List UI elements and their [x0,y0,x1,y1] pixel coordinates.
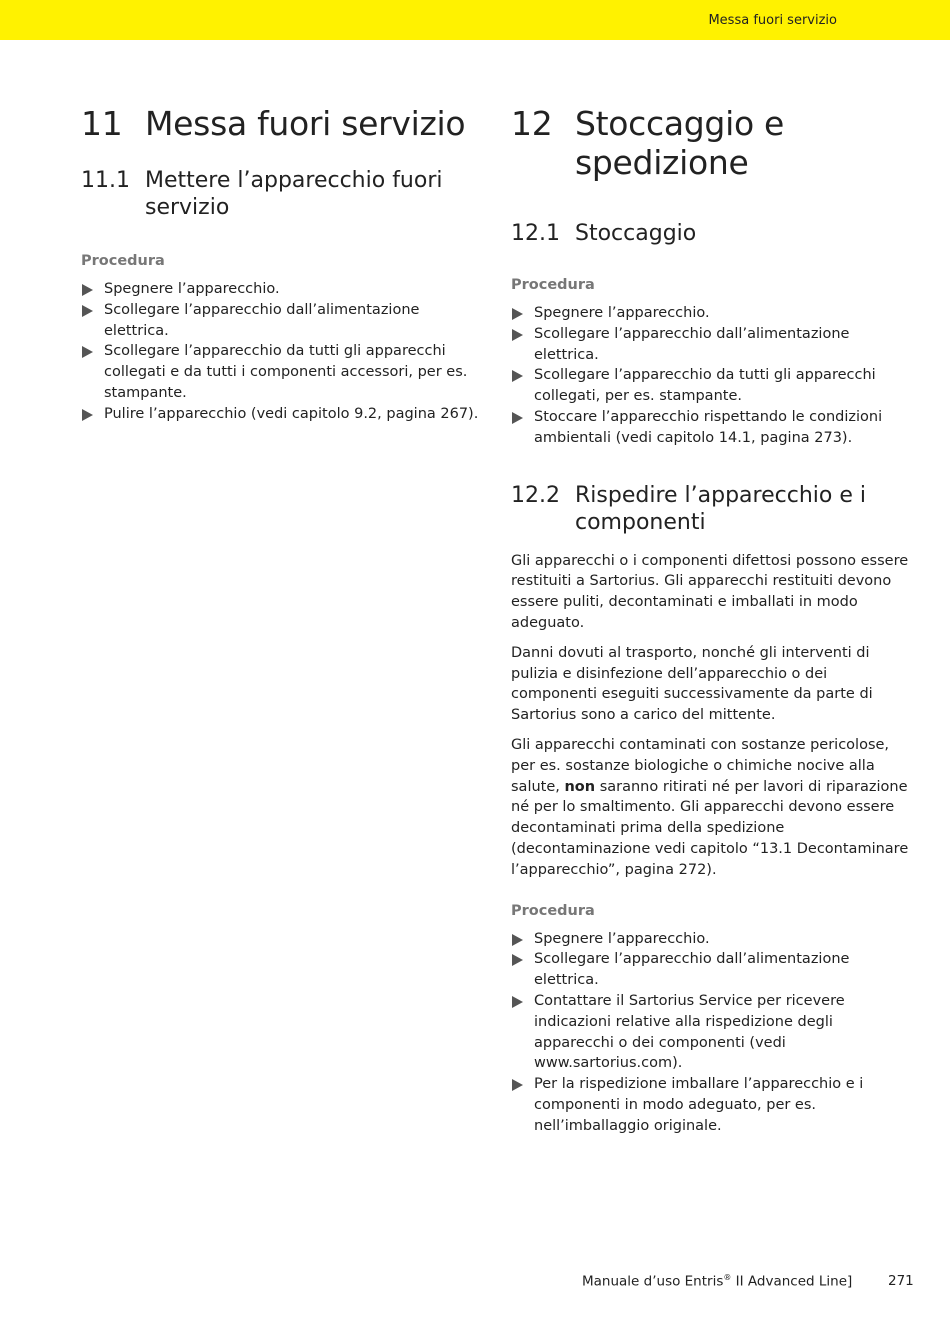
list-item: Scollegare l’apparecchio dall’alimentazione elettrica. [511,324,913,366]
section-title: Rispedire l’apparecchio e i componenti [575,482,866,535]
list-item: Contattare il Sartorius Service per ricevere indicazioni relative alla rispedizione degli apparecchi o dei componenti (vedi www.sartorius.com). [511,991,913,1074]
list-item: Stoccare l’apparecchio rispettando le condizioni ambientali (vedi capitolo 14.1, pagina 273). [511,407,913,449]
section-title: Mettere l’apparecchio fuori servizio [145,168,443,220]
footer-manual-title: Manuale d’uso Entris® II Advanced Line] [582,1273,853,1290]
chapter-title: Messa fuori servizio [145,104,466,143]
procedure-label: Procedura [81,253,165,269]
paragraph: Gli apparecchi contaminati con sostanze pericolose, per es. sostanze biologiche o chimiche nocive alla salute, non saranno ritirati né per lavori di riparazione né per lo smaltimento. Gli apparecchi devono essere decontaminati prima della spedizione (decontaminazione vedi capitolo “13.1 Decontaminare l’apparecchio”, pagina 272). [511,736,909,878]
triangle-bullet-icon [512,1079,523,1091]
procedure-steps [511,303,913,449]
header-bar [0,0,950,40]
section-number: 11.1 [81,168,130,193]
list-item: Scollegare l’apparecchio da tutti gli apparecchi collegati e da tutti i componenti accessori, per es. stampante. [81,341,481,403]
chapter-number: 11 [81,104,123,143]
paragraph: Danni dovuti al trasporto, nonché gli interventi di pulizia e disinfezione dell’apparecchio o dei componenti eseguiti successivamente da parte di Sartorius sono a carico del mittente. [511,644,873,724]
emphasis-non: non [564,778,596,795]
section-11-1-heading [81,167,481,221]
chapter-number: 12 [511,104,553,143]
chapter-11-heading [81,104,481,143]
chapter-title: Stoccaggio e spedizione [575,104,785,182]
left-column [81,104,481,425]
section-12-2-heading [511,482,913,536]
triangle-bullet-icon [512,954,523,966]
triangle-bullet-icon [82,284,93,296]
procedure-steps [81,279,481,425]
list-item: Spegnere l’apparecchio. [81,279,481,300]
triangle-bullet-icon [512,370,523,382]
paragraph: Gli apparecchi o i componenti difettosi possono essere restituiti a Sartorius. Gli apparecchi restituiti devono essere puliti, decontaminati e imballati in modo adeguato. [511,552,909,631]
list-item: Spegnere l’apparecchio. [511,303,913,324]
triangle-bullet-icon [82,346,93,358]
page-number: 271 [888,1273,914,1289]
procedure-label: Procedura [511,902,595,919]
list-item: Pulire l’apparecchio (vedi capitolo 9.2, pagina 267). [81,404,481,425]
list-item: Spegnere l’apparecchio. [511,929,913,950]
triangle-bullet-icon [512,934,523,946]
running-header-title: Messa fuori servizio [708,13,837,28]
section-12-1-heading [511,220,913,247]
triangle-bullet-icon [512,412,523,424]
section-number: 12.2 [511,482,560,508]
triangle-bullet-icon [512,308,523,320]
list-item: Scollegare l’apparecchio da tutti gli apparecchi collegati, per es. stampante. [511,365,913,407]
chapter-12-heading [511,104,913,182]
triangle-bullet-icon [82,409,93,421]
triangle-bullet-icon [512,329,523,341]
procedure-steps [511,929,913,1137]
registered-mark: ® [723,1273,732,1282]
right-column [511,104,913,1137]
triangle-bullet-icon [82,305,93,317]
list-item: Per la rispedizione imballare l’apparecchio e i componenti in modo adeguato, per es. nell’imballaggio originale. [511,1074,913,1136]
procedure-label: Procedura [511,277,595,293]
triangle-bullet-icon [512,996,523,1008]
section-title: Stoccaggio [575,221,697,246]
list-item: Scollegare l’apparecchio dall’alimentazione elettrica. [511,949,913,991]
list-item: Scollegare l’apparecchio dall’alimentazione elettrica. [81,300,481,342]
section-number: 12.1 [511,221,560,246]
